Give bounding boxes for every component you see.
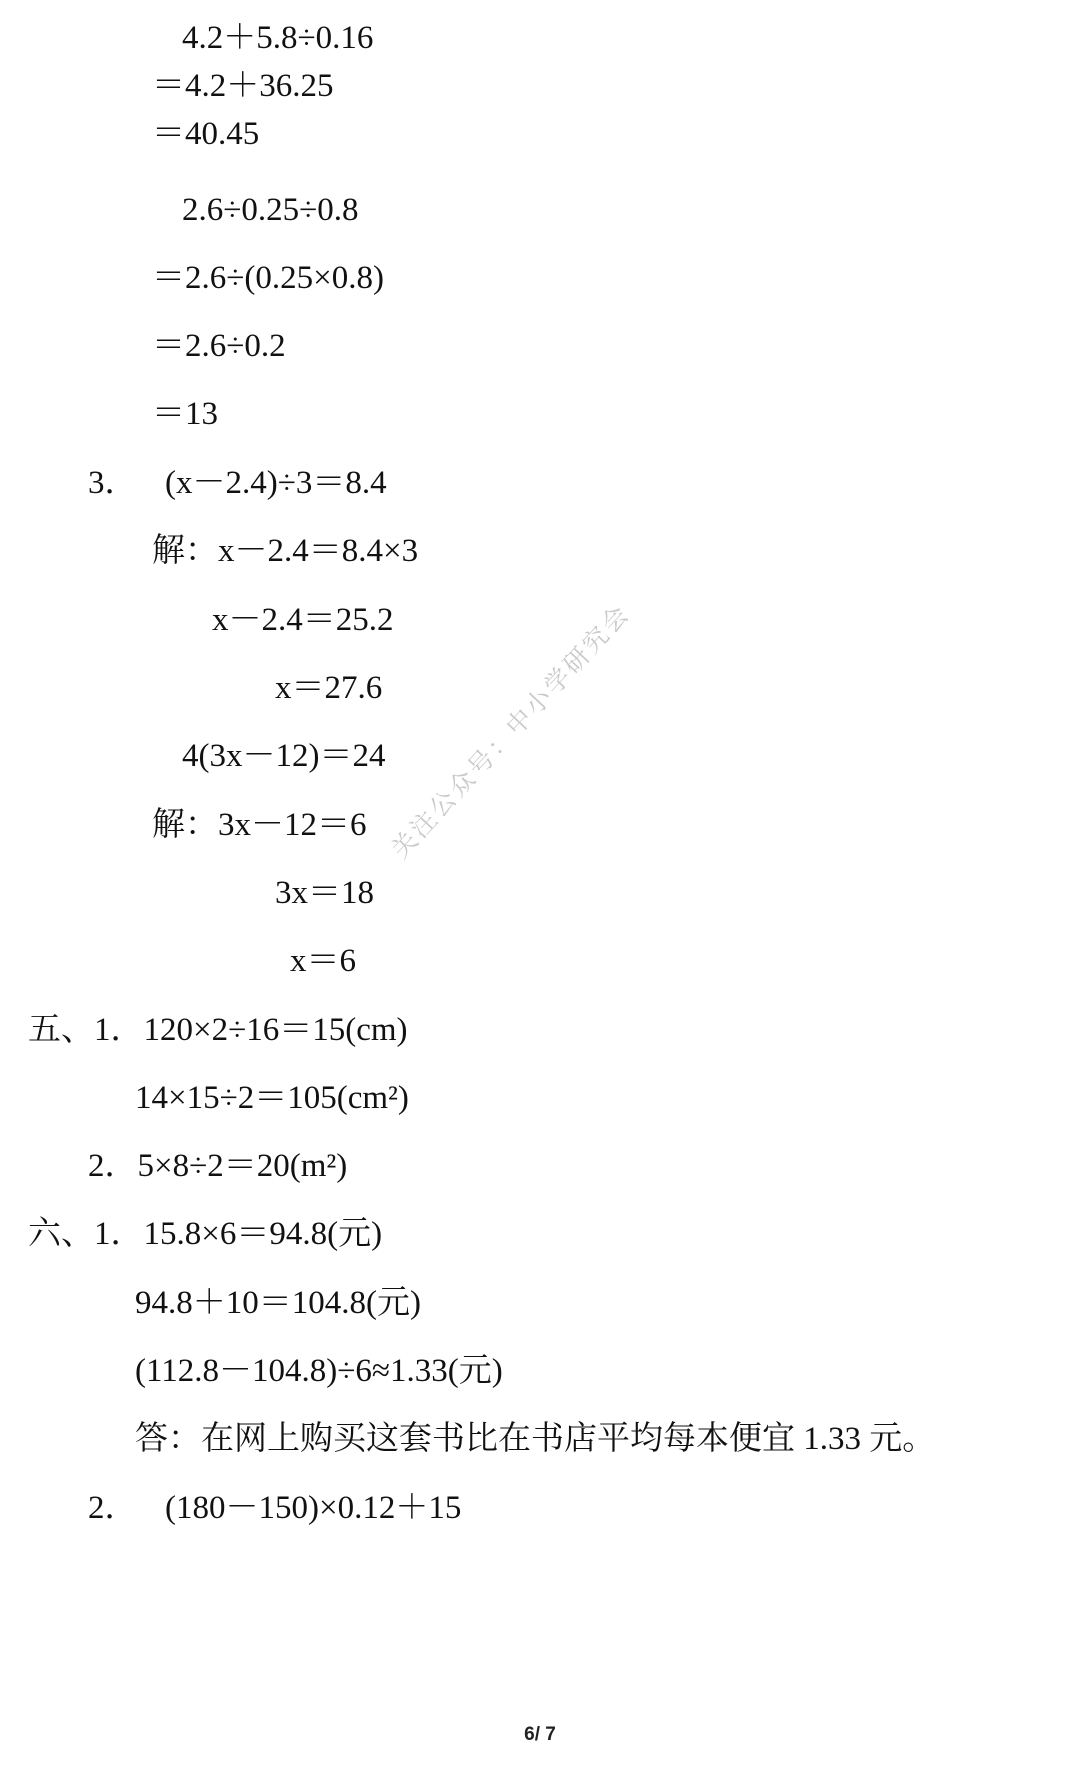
question-number: 3． [88, 465, 138, 501]
calc-line: 4.2＋5.8÷0.16 [182, 20, 374, 56]
calc-line: (112.8－104.8)÷6≈1.33(元) [135, 1353, 503, 1389]
calc-line: 94.8＋10＝104.8(元) [135, 1285, 421, 1321]
solution-line: x＝6 [290, 943, 356, 979]
equation-line: 4(3x－12)＝24 [182, 738, 386, 774]
solution-line: x＝27.6 [275, 670, 383, 706]
calc-line: ＝2.6÷(0.25×0.8) [152, 260, 384, 296]
calc-line: 14×15÷2＝105(cm²) [135, 1080, 409, 1116]
calc-line: ＝2.6÷0.2 [152, 328, 286, 364]
calc-line: 2．5×8÷2＝20(m²) [88, 1148, 348, 1184]
question-number: 2． [88, 1490, 138, 1526]
calc-line: ＝40.45 [152, 116, 260, 152]
solution-line: 解：3x－12＝6 [152, 807, 367, 843]
equation-line: (x－2.4)÷3＝8.4 [165, 465, 387, 501]
solution-line: x－2.4＝25.2 [212, 602, 394, 638]
answer-line: 答：在网上购买这套书比在书店平均每本便宜 1.33 元。 [135, 1421, 936, 1457]
calc-line: ＝4.2＋36.25 [152, 68, 334, 104]
section-six-line: 六、1．15.8×6＝94.8(元) [28, 1216, 383, 1252]
solution-line: 解：x－2.4＝8.4×3 [152, 533, 419, 569]
watermark-text: 关注公众号：中小学研究会 [385, 598, 636, 864]
calc-line: ＝13 [152, 396, 218, 432]
page-number: 6/ 7 [524, 1724, 556, 1745]
section-five-line: 五、1．120×2÷16＝15(cm) [28, 1012, 408, 1048]
calc-line: 2.6÷0.25÷0.8 [182, 192, 359, 228]
solution-line: 3x＝18 [275, 875, 374, 911]
calc-line: (180－150)×0.12＋15 [165, 1490, 462, 1526]
